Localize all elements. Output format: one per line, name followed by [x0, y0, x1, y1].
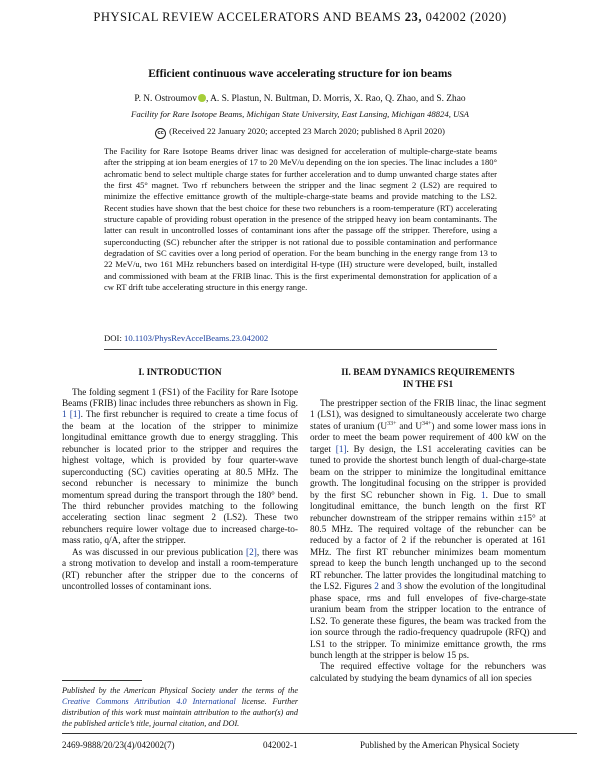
intro-paragraph-1: The folding segment 1 (FS1) of the Facility for Rare Isotope Beams (FRIB) linac includes three rebunchers as shown in Fig. 1 [1]. The first rebuncher is required to create a time focus of the beam at the location of the stripper to minimize longitudinal emittance growth due to energy straggling. This rebuncher is located prior to the stripper and requires the highest voltage, which is provided by four quarter-wave superconducting (SC) cavities operating at 80.5 MHz. The second rebuncher is necessary to minimize the bunch momentum spread during the transport through the 180° bend. The third rebuncher provides matching to the following accelerating section linac segment 2 (LS2). These two rebunchers require lower voltage due to increased charge-to-mass ratio, q/A, after the stripper.	[62, 387, 298, 547]
figure-link[interactable]: 1	[62, 410, 67, 421]
received-text: (Received 22 January 2020; accepted 23 March 2020; published 8 April 2020)	[169, 126, 445, 136]
beam-dynamics-paragraph-1: The prestripper section of the FRIB linac, the linac segment 1 (LS1), was designed to simultaneously accelerate two charge states of uranium ($U^{33+}$ and $U^{34+}$) and some lower mass ions in order to meet the beam power requirement of 400 kW on the target [1]. By design, the LS1 accelerating cavities can be tuned to provide the shortest bunch length of dual-charge-state beam on the stripper to minimize the longitudinal emittance growth. The longitudinal focusing on the stripper is provided by the first SC rebuncher shown in Fig. 1. Due to small longitudinal emittance, the bunch length on the first RT rebuncher downstream of the stripper remains within ±15° at 80.5 MHz. The required voltage of the rebuncher can be reduced by a factor of 2 if the rebuncher is operated at 161 MHz. The first RT rebuncher minimizes beam momentum spread to keep the bunch length unchanged up to the second RT rebuncher. The latter provides the longitudinal matching to the LS2. Figures 2 and 3 show the evolution of the longitudinal phase space, rms and full envelopes of five-charge-state uranium beam from the stripper location to the entrance of LS2. To generate these figures, the beam was tracked from the ion source through the radio-frequency quadrupole (RFQ) and LS1 to the stripper. To minimize emittance growth, the rms bunch length at the stripper is below 15 ps.	[310, 399, 547, 661]
received-dates	[0, 126, 600, 139]
figure-link[interactable]: 1	[480, 490, 486, 501]
license-footnote: Published by the American Physical Society under the terms of the Creative Commons Attribution 4.0 International license. Further distribution of this work must maintain attribution to the author(s) and the published article’s title, journal citation, and DOI.	[62, 686, 299, 728]
beam-dynamics-paragraph-2: The required effective voltage for the rebunchers was calculated by studying the beam dynamics of all ion species	[310, 662, 546, 684]
volume-number: 23,	[404, 10, 422, 24]
doi-line	[104, 333, 268, 343]
footer-divider	[62, 733, 577, 734]
doi-label: DOI:	[104, 333, 122, 343]
doi-link[interactable]: 10.1103/PhysRevAccelBeams.23.042002	[124, 333, 269, 343]
article-title: Efficient continuous wave accelerating structure for ion beams	[148, 68, 452, 80]
issn-line: 2469-9888/20/23(4)/042002(7)	[62, 740, 175, 750]
section-heading-beam-dynamics: II. BEAM DYNAMICS REQUIREMENTS IN THE FS1	[341, 368, 515, 390]
publisher-line: Published by the American Physical Society	[360, 740, 520, 750]
orcid-icon[interactable]	[198, 94, 206, 102]
author-list	[0, 94, 600, 104]
reference-link[interactable]: [2]	[246, 547, 257, 558]
reference-link[interactable]: [1]	[335, 444, 347, 455]
figure-link[interactable]: 2	[374, 582, 379, 593]
footnote-divider	[62, 680, 142, 681]
left-column	[62, 368, 298, 594]
page-number: 042002-1	[263, 740, 298, 750]
running-header	[0, 10, 600, 25]
article-number: 042002 (2020)	[425, 10, 507, 24]
figure-link[interactable]: 3	[397, 582, 402, 593]
abstract: The Facility for Rare Isotope Beams driver linac was designed for acceleration of multiple-charge-state beams after the stripping at ion beam energies of 17 to 20 MeV/u depending on the ion species. The linac includes a 180° achromatic bend to select multiple charge states for further acceleration and to dump unwanted charge states after the first 45° magnet. Two rf rebunchers between the stripper and the linac segment 2 (LS2) are required to minimize the effective emittance growth of the multiple-charge-state beams and provide matching to the LS2. Recent studies have shown that the best choice for these two rebunchers is a room-temperature (RT) accelerating structure capable of providing robust operation in the presence of the stripped heavy ion beam contaminants. The latter can result in uncontrolled losses of contaminant ions after the passage off the stripper. Therefore, using a superconducting (SC) rebuncher after the stripper is not rational due to possible contamination and performance degradation of SC cavities over a long period of operation. For the beam bunching in the energy range from 13 to 22 MeV/u, two 161 MHz rebunchers based on interdigital H-type (IH) structure were developed, built, installed and commissioned with beam at the FRIB linac. This is the first experimental demonstration for application of a cw RT drift tube accelerating structure in this energy range.	[104, 146, 497, 293]
intro-paragraph-2: As was discussed in our previous publication [2], there was a strong motivation to develop and install a room-temperature (RT) rebuncher after the stripper due to the concerns of uncontrolled losses of contaminant ions.	[62, 547, 299, 593]
journal-name: PHYSICAL REVIEW ACCELERATORS AND BEAMS	[93, 10, 402, 24]
first-author: P. N. Ostroumov	[134, 94, 197, 104]
creative-commons-icon: cc	[155, 128, 166, 139]
section-heading-introduction: I. INTRODUCTION	[138, 368, 222, 378]
right-column	[310, 368, 546, 685]
license-link[interactable]: Creative Commons Attribution 4.0 International	[62, 697, 236, 706]
abstract-divider	[104, 349, 497, 350]
affiliation: Facility for Rare Isotope Beams, Michigan State University, East Lansing, Michigan 48824, USA	[131, 109, 469, 119]
reference-link[interactable]: [1]	[69, 410, 81, 421]
other-authors: , A. S. Plastun, N. Bultman, D. Morris, X. Rao, Q. Zhao, and S. Zhao	[205, 94, 466, 104]
